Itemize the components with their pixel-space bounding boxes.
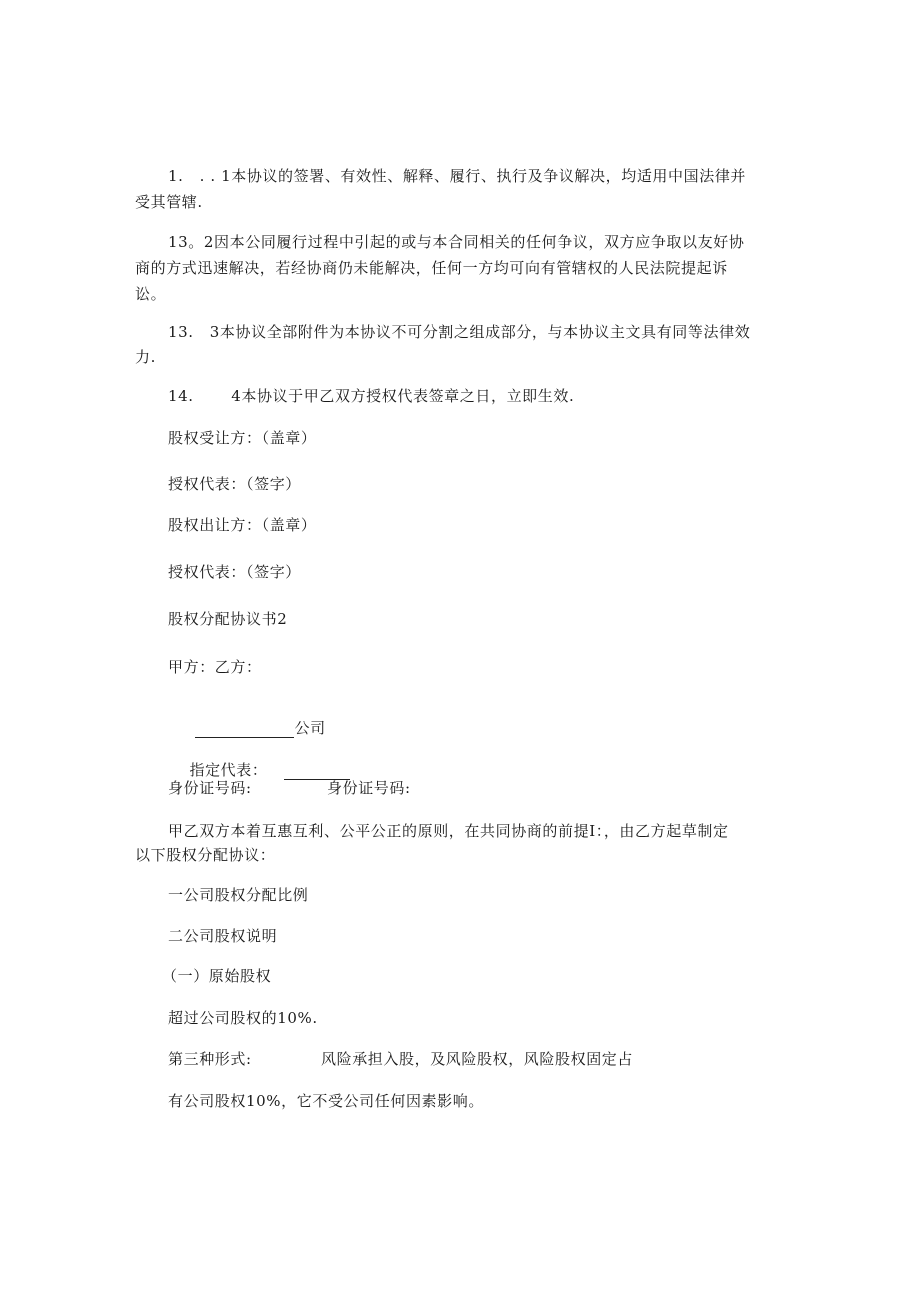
id-number-label-b: 身份证号码: xyxy=(327,779,411,797)
clause-13-2-line-1: 13。2因本公同履行过程中引起的或与本合同相关的任何争议，双方应争取以友好协 xyxy=(168,233,745,251)
form3-label: 第三种形式: xyxy=(168,1050,252,1068)
subsection-1-heading: （一）原始股权 xyxy=(162,967,272,985)
rep-label: 指定代表： xyxy=(189,761,268,779)
company-name-blank xyxy=(195,721,294,738)
intro-line-2: 以下股权分配协议： xyxy=(135,846,276,864)
exceed-line: 超过公司股权的10%. xyxy=(168,1009,318,1027)
clause-13-1-line-1: 1. . . 1本协议的签署、有效性、解释、履行、执行及争议解决，均适用中国法律并 xyxy=(168,167,747,185)
clause-13-3-line-1: 13. 3本协议全部附件为本协议不可分割之组成部分，与本协议主文具有同等法律效 xyxy=(168,323,751,341)
transferor-seal-label: 股权出让方：（盖章） xyxy=(168,516,317,534)
clause-13-2-line-3: 讼。 xyxy=(135,285,167,303)
clause-14-4: 14. 4本协议于甲乙双方授权代表签章之日，立即生效. xyxy=(168,387,575,405)
form3-text: 风险承担入股，及风险股权，风险股权固定占 xyxy=(321,1050,634,1068)
transferee-seal-label: 股权受让方：（盖章） xyxy=(168,429,317,447)
section-2-heading: 二公司股权说明 xyxy=(168,927,278,945)
company-suffix: 公司 xyxy=(294,719,326,737)
clause-13-1-line-2: 受其管辖. xyxy=(135,193,203,211)
transferor-rep-label: 授权代表：（签字） xyxy=(168,563,301,581)
id-number-label-a: 身份证号码: xyxy=(168,779,252,797)
transferee-rep-label: 授权代表：（签字） xyxy=(168,475,301,493)
clause-13-3-line-2: 力. xyxy=(135,348,156,366)
clause-13-2-line-2: 商的方式迅速解决，若经协商仍未能解决，任何一方均可向有管辖权的人民法院提起诉 xyxy=(135,259,728,277)
parties-line: 甲方：乙方： xyxy=(168,658,262,676)
section-1-heading: 一公司股权分配比例 xyxy=(168,886,309,904)
intro-line-1: 甲乙双方本着互惠互利、公平公正的原则，在共同协商的前提I：，由乙方起草制定 xyxy=(168,822,729,840)
second-doc-title: 股权分配协议书2 xyxy=(168,610,288,628)
form3-continuation: 有公司股权10%，它不受公司任何因素影响。 xyxy=(168,1092,484,1110)
